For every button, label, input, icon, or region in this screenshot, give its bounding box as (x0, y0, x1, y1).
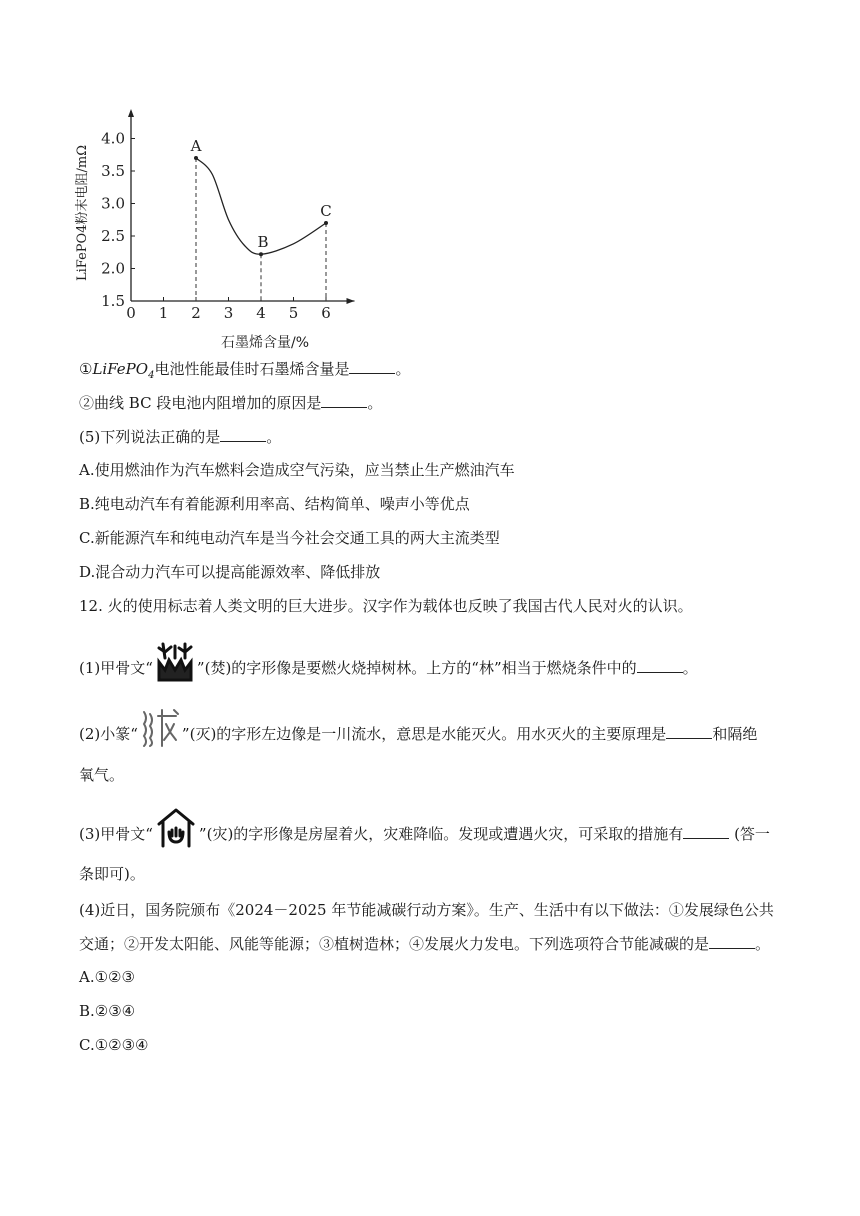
question-12-4: (4)近日，国务院颁布《2024－2025 年节能减碳行动方案》。生产、生活中有以下做法：①发展绿色公共 (79, 901, 774, 919)
question-12-2-cont: 氧气。 (79, 766, 125, 784)
point-label-b: B (257, 233, 269, 252)
question-12-stem: 12. 火的使用标志着人类文明的巨大进步。汉字作为载体也反映了我国古代人民对火的认识。 (79, 597, 693, 615)
answer-blank[interactable] (666, 724, 712, 739)
s2-mid: ”(灭)的字形左边像是一川流水，意思是水能灭火。用水灭火的主要原理是 (181, 725, 667, 743)
question-2 (79, 392, 382, 414)
y-tick-label: 1.5 (101, 292, 125, 310)
q1-subscript: 4 (148, 370, 155, 381)
q1-end: 。 (395, 360, 411, 378)
answer-option-b: B.②③④ (79, 1002, 136, 1020)
q1-formula: LiFePO (92, 360, 149, 378)
x-axis-arrow (347, 298, 355, 304)
point-c (324, 221, 328, 225)
question-12-2 (79, 706, 757, 764)
answer-blank[interactable] (220, 427, 266, 442)
q2-text: ②曲线 BC 段电池内阻增加的原因是 (79, 394, 322, 412)
answer-blank[interactable] (349, 359, 395, 374)
question-12-3 (79, 806, 770, 864)
answer-blank[interactable] (637, 658, 683, 673)
point-a (194, 156, 198, 160)
y-axis-arrow (128, 109, 134, 117)
q1-text: 电池性能最佳时石墨烯含量是 (154, 360, 350, 378)
option-d: D.混合动力汽车可以提高能源效率、降低排放 (79, 563, 381, 581)
y-axis-label: LiFePO4粉末电阻/mΩ (75, 145, 90, 281)
s4b-end: 。 (755, 935, 771, 953)
q2-end: 。 (367, 394, 383, 412)
s3-end: (答一 (729, 825, 770, 843)
answer-blank[interactable] (683, 824, 729, 839)
answer-option-c: C.①②③④ (79, 1036, 149, 1054)
y-tick-label: 2.5 (101, 227, 125, 245)
seal-mie-glyph-icon (140, 706, 180, 764)
oracle-zai-glyph-icon (155, 806, 197, 864)
question-1 (79, 358, 410, 387)
resistance-chart (64, 96, 384, 358)
s2-pre: (2)小篆“ (79, 725, 138, 743)
oracle-fen-glyph-icon (155, 640, 195, 698)
x-tick-label: 3 (223, 304, 234, 322)
chart-svg (64, 96, 384, 358)
x-axis-label: 石墨烯含量/% (220, 335, 310, 351)
x-tick-label: 5 (288, 304, 299, 322)
answer-option-a: A.①②③ (79, 968, 135, 986)
q1-prefix: ① (79, 360, 93, 378)
x-tick-label: 4 (256, 304, 266, 322)
x-tick-label: 0 (126, 304, 136, 322)
question-12-4-cont (79, 933, 770, 955)
point-label-c: C (320, 202, 332, 220)
s1-mid: ”(焚)的字形像是要燃火烧掉树林。上方的“林”相当于燃烧条件中的 (196, 659, 637, 677)
x-tick-label: 2 (191, 304, 201, 322)
q5-end: 。 (266, 428, 282, 446)
y-tick-label: 3.5 (101, 162, 125, 180)
question-12-3-cont: 条即可)。 (79, 865, 145, 883)
y-tick-label: 4.0 (101, 129, 125, 148)
y-tick-label: 2.0 (101, 259, 125, 278)
s4b-text: 交通；②开发太阳能、风能等能源；③植树造林；④发展火力发电。下列选项符合节能减碳的是 (79, 935, 710, 953)
answer-blank[interactable] (709, 934, 755, 949)
question-5 (79, 426, 281, 448)
s3-mid: ”(灾)的字形像是房屋着火，灾难降临。发现或遭遇火灾，可采取的措施有 (198, 825, 684, 843)
option-b: B.纯电动汽车有着能源利用率高、结构简单、噪声小等优点 (79, 495, 470, 513)
s1-pre: (1)甲骨文“ (79, 659, 153, 677)
x-tick-label: 1 (158, 304, 169, 322)
option-c: C.新能源汽车和纯电动汽车是当今社会交通工具的两大主流类型 (79, 529, 500, 547)
x-tick-label: 6 (321, 304, 331, 322)
y-tick-label: 3.0 (101, 194, 125, 213)
point-label-a: A (190, 137, 202, 155)
s3-pre: (3)甲骨文“ (79, 825, 153, 843)
point-b (259, 252, 263, 256)
q5-text: (5)下列说法正确的是 (79, 428, 221, 446)
question-12-1 (79, 640, 698, 698)
s1-end: 。 (682, 659, 698, 677)
option-a: A.使用燃油作为汽车燃料会造成空气污染，应当禁止生产燃油汽车 (79, 461, 515, 479)
answer-blank[interactable] (321, 393, 367, 408)
s2-end: 和隔绝 (712, 725, 758, 743)
